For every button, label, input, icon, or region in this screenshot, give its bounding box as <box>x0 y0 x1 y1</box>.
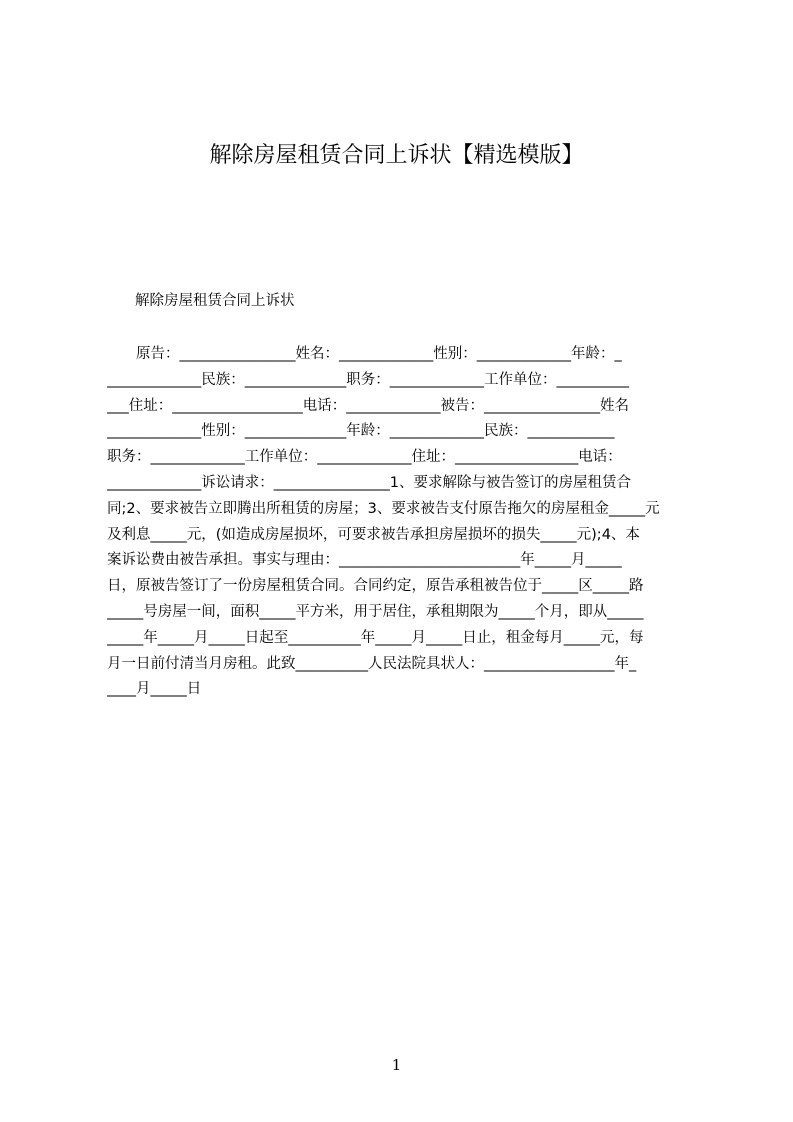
body-line: 及利息_____元，(如造成房屋损坏，可要求被告承担房屋损坏的损失_____元);4、本 <box>107 526 640 543</box>
body-line: 案诉讼费由被告承担。事实与理由：_________________________年_____月_____ <box>107 552 622 569</box>
body-text <box>107 342 697 703</box>
body-line: 职务：_____________工作单位：_____________住址：_________________电话： <box>107 449 622 466</box>
body-line: 原告：________________姓名：_____________性别：_____________年龄：_ <box>107 346 622 362</box>
body-line: _____年_____月_____日起至__________年_____月_____日止，租金每月_____元，每 <box>107 629 644 646</box>
body-line: _____________民族：______________职务：_____________工作单位：__________ <box>107 371 629 388</box>
body-line: _____________性别：______________年龄：_____________民族：____________ <box>107 423 615 440</box>
page-title: 解除房屋租赁合同上诉状【精选模版】 <box>209 143 584 168</box>
document-subtitle: 解除房屋租赁合同上诉状 <box>135 293 295 309</box>
body-line: 月一日前付清当月房租。此致__________人民法院具状人：__________________年_ <box>107 655 637 672</box>
page-number: 1 <box>391 1056 402 1074</box>
body-line: 日，原被告签订了一份房屋租赁合同。合同约定，原告承租被告位于_____区_____路 <box>107 578 644 595</box>
body-line: ____月_____日 <box>107 681 202 698</box>
body-line: _____号房屋一间，面积_____平方米，用于居住，承租期限为_____个月，即从_____ <box>107 603 644 620</box>
body-line: ___住址：__________________电话：_____________被告：________________姓名 <box>107 397 629 414</box>
body-line: 同;2、要求被告立即腾出所租赁的房屋；3、要求被告支付原告拖欠的房屋租金_____元 <box>107 500 660 517</box>
body-line: _____________诉讼请求：________________1、要求解除与被告签订的房屋租赁合 <box>107 474 631 491</box>
